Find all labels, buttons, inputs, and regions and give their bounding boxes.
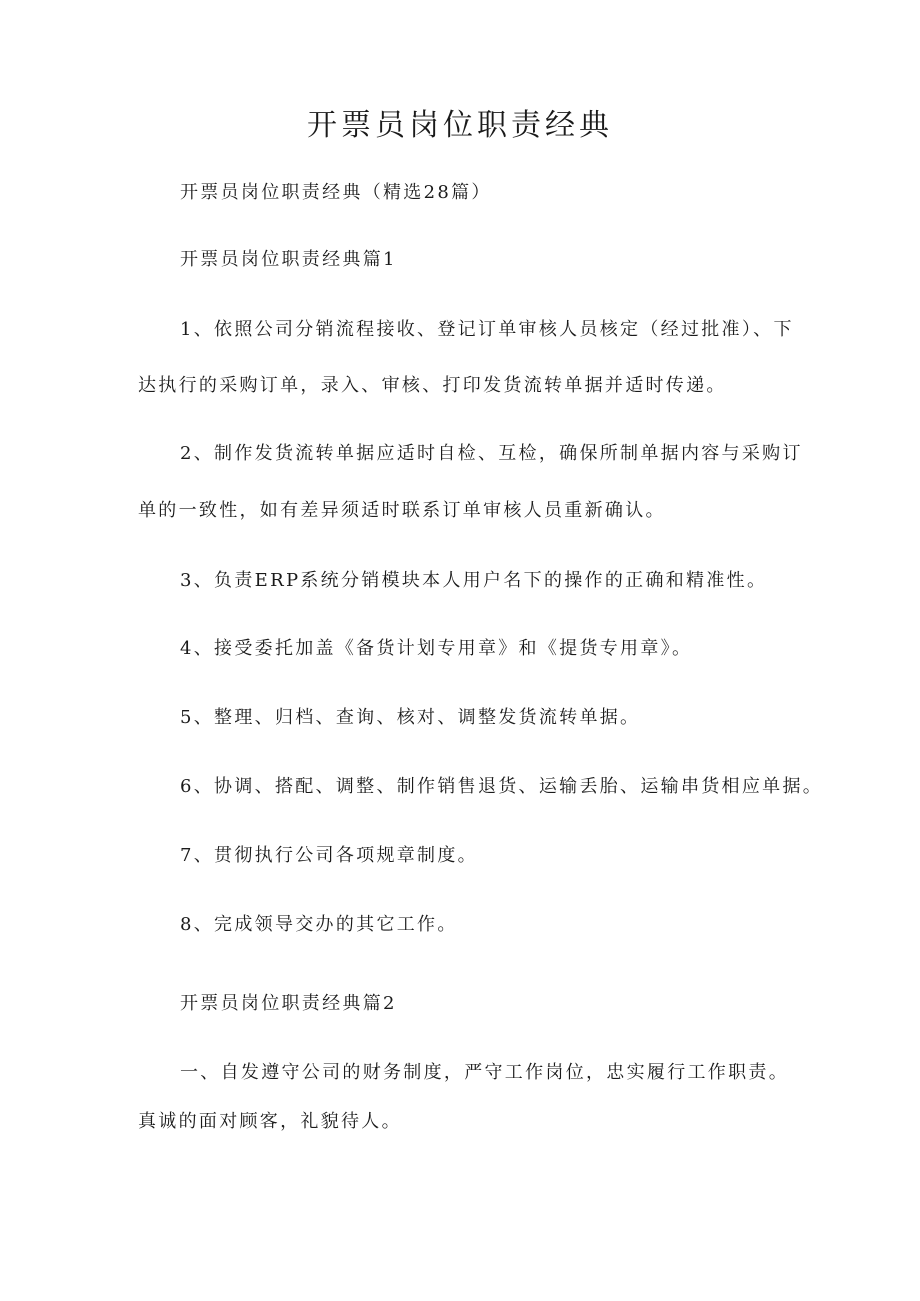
paragraph-line: 一、自发遵守公司的财务制度，严守工作岗位，忠实履行工作职责。 [180,1062,789,1083]
paragraph-line: 7、贯彻执行公司各项规章制度。 [180,845,478,866]
paragraph-line: 2、制作发货流转单据应适时自检、互检，确保所制单据内容与采购订 [180,443,803,464]
paragraph-line: 6、协调、搭配、调整、制作销售退货、运输丢胎、运输串货相应单据。 [180,776,824,797]
paragraph-line: 真诚的面对顾客，礼貌待人。 [138,1111,402,1132]
document-subtitle: 开票员岗位职责经典（精选28篇） [180,182,492,203]
document-title: 开票员岗位职责经典 [307,108,613,143]
paragraph-line: 单的一致性，如有差异须适时联系订单审核人员重新确认。 [138,500,666,521]
paragraph-line: 8、完成领导交办的其它工作。 [180,914,458,935]
paragraph-line: 1、依照公司分销流程接收、登记订单审核人员核定（经过批准）、下 [180,319,794,340]
paragraph-line: 4、接受委托加盖《备货计划专用章》和《提货专用章》。 [180,638,693,659]
section-heading: 开票员岗位职责经典篇2 [180,993,397,1014]
paragraph-line: 3、负责ERP系统分销模块本人用户名下的操作的正确和精准性。 [180,570,768,591]
section-heading: 开票员岗位职责经典篇1 [180,249,397,270]
paragraph-line: 达执行的采购订单，录入、审核、打印发货流转单据并适时传递。 [138,375,727,396]
paragraph-line: 5、整理、归档、查询、核对、调整发货流转单据。 [180,707,641,728]
